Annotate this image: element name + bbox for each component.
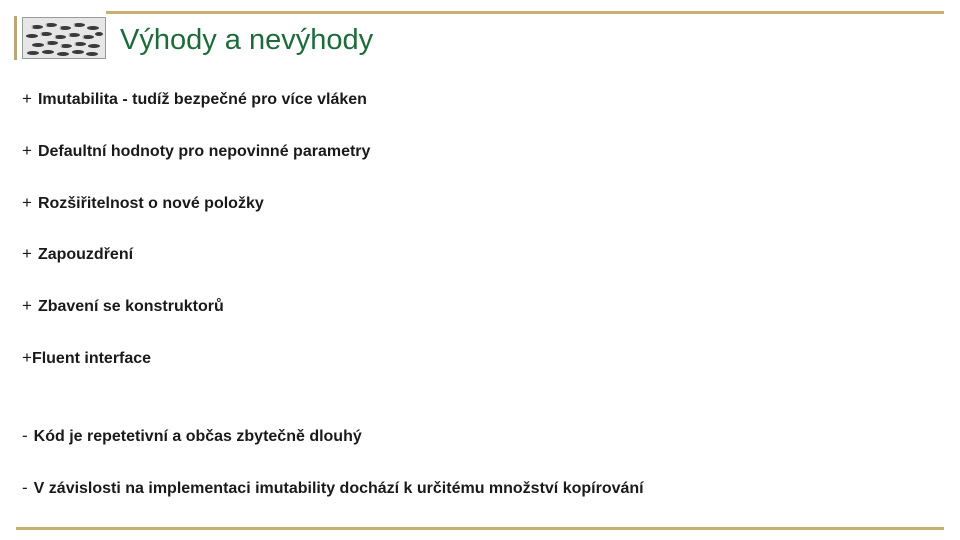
pro-text: Defaultní hodnoty pro nepovinné parametry — [37, 143, 371, 160]
pro-text: Zapouzdření — [37, 246, 134, 263]
pro-item — [22, 89, 367, 109]
pro-item — [22, 141, 370, 161]
title-accent-bar — [14, 16, 17, 60]
slide-title: Výhody a nevýhody — [120, 24, 374, 56]
pro-item — [22, 244, 133, 264]
con-text: V závislosti na implementaci imutability dochází k určitému množství kopírování — [33, 480, 644, 497]
plus-mark: + — [22, 244, 32, 263]
top-divider — [106, 11, 944, 14]
plus-mark: + — [22, 348, 32, 367]
pro-item — [22, 348, 151, 368]
pro-text: Rozšiřitelnost o nové položky — [37, 195, 264, 212]
con-text: Kód je repetetivní a občas zbytečně dlouhý — [33, 428, 362, 445]
plus-mark: + — [22, 193, 32, 212]
plus-mark: + — [22, 296, 32, 315]
pro-item — [22, 296, 224, 316]
plus-mark: + — [22, 89, 32, 108]
fish-school-logo-icon — [22, 17, 106, 59]
con-item — [22, 478, 644, 498]
pro-text: Zbavení se konstruktorů — [37, 298, 224, 315]
minus-mark: - — [22, 478, 28, 497]
pro-text: Imutabilita - tudíž bezpečné pro více vláken — [37, 91, 367, 108]
con-item — [22, 426, 362, 446]
plus-mark: + — [22, 141, 32, 160]
bottom-divider — [16, 527, 944, 530]
pro-text: Fluent interface — [31, 350, 152, 367]
pro-item — [22, 193, 264, 213]
minus-mark: - — [22, 426, 28, 445]
